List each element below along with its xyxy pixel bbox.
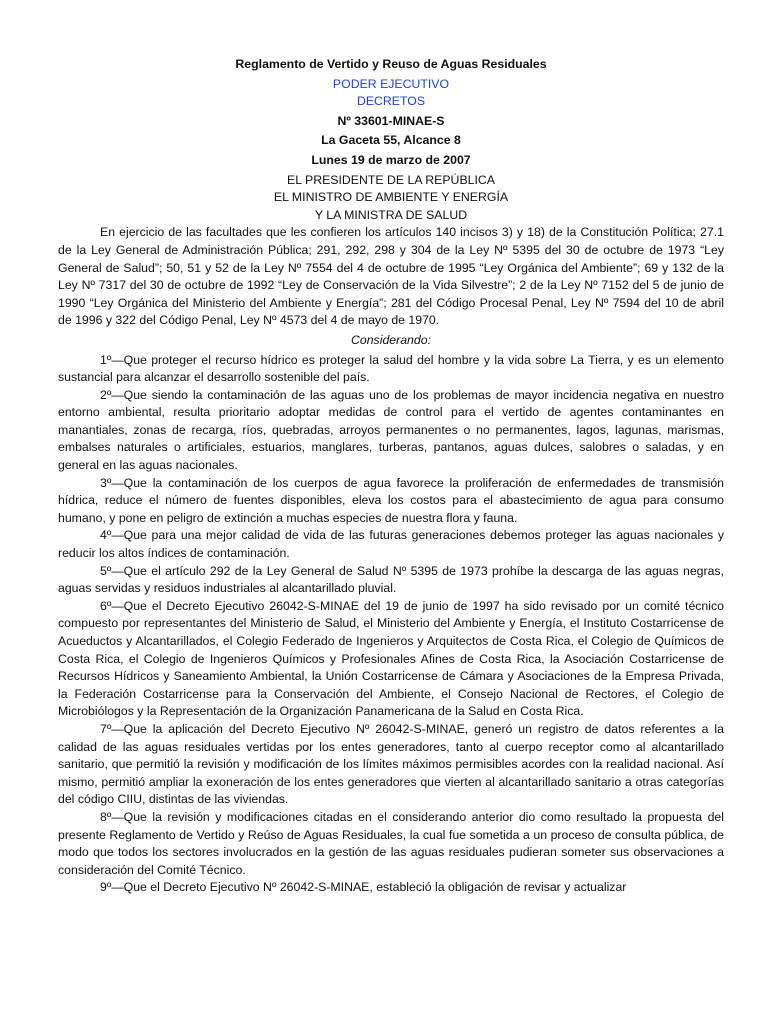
considerando-paragraph: 9º—Que el Decreto Ejecutivo Nº 26042-S-MINAE, estableció la obligación de revisar y actualizar [100, 880, 627, 895]
authority-line: EL PRESIDENTE DE LA REPÚBLICA [287, 172, 495, 187]
considerando-paragraph: 1º—Que proteger el recurso hídrico es proteger la salud del hombre y la vida sobre La Tierra, y es un elemento sustancial para alcanzar el desarrollo sostenible del país. [58, 352, 724, 385]
considerando-paragraph: 5º—Que el artículo 292 de la Ley General de Salud Nº 5395 de 1973 prohíbe la descarga de las aguas negras, aguas servidas y residuos industriales al alcantarillado pluvial. [58, 563, 724, 596]
document-title: Reglamento de Vertido y Reuso de Aguas Residuales [235, 57, 547, 71]
considerando-paragraph: 6º—Que el Decreto Ejecutivo 26042-S-MINAE del 19 de junio de 1997 ha sido revisado por un comité técnico compuesto por representantes del Ministerio de Salud, el Ministerio del Ambiente y Energía, el Instituto Costarricense de Acueductos y Alcantarillados, el Colegio Federado de Ingenieros y Arquitectos de Costa Rica, el Colegio de Químicos de Costa Rica, el Colegio de Ingenieros Químicos y Profesionales Afines de Costa Rica, la Asociación Costarricense de Recursos Hídricos y Saneamiento Ambiental, la Unión Costarricense de Cámara y Asociaciones de la Empresa Privada, la Federación Costarricense para la Conservación del Ambiente, el Consejo Nacional de Rectores, el Colegio de Microbiólogos y la Representación de la Organización Panamericana de la Salud en Costa Rica. [58, 598, 724, 719]
section-heading: DECRETOS [356, 94, 426, 109]
considerando-paragraph: 8º—Que la revisión y modificaciones citadas en el considerando anterior dio como resultado la propuesta del presente Reglamento de Vertido y Reúso de Aguas Residuales, la cual fue sometida a un proceso de consulta pública, de modo que todos los sectores involucrados en la gestión de las aguas residuales pudieran someter sus observaciones a consideración del Comité Técnico. [58, 809, 724, 877]
authority-line: EL MINISTRO DE AMBIENTE Y ENERGÍA [273, 190, 509, 205]
considerando-paragraph: 7º—Que la aplicación del Decreto Ejecutivo Nº 26042-S-MINAE, generó un registro de datos referentes a la calidad de las aguas residuales vertidas por los entes generadores, tanto al cuerpo receptor como al alcantarillado sanitario, que permitió la revisión y modificación de los límites máximos permisibles acordes con la realidad nacional. Así mismo, permitió ampliar la exoneración de los entes generadores que vierten al alcantarillado sanitario a otras categorías del código CIIU, distintas de las viviendas. [58, 721, 724, 807]
document-page [58, 56, 724, 897]
decree-number: Nº 33601-MINAE-S [337, 113, 445, 128]
considerando-paragraph: 4º—Que para una mejor calidad de vida de las futuras generaciones debemos proteger las aguas nacionales y reducir los altos índices de contaminación. [58, 528, 724, 561]
authority-line: Y LA MINISTRA DE SALUD [314, 207, 468, 222]
considerando-heading: Considerando: [351, 332, 431, 347]
gazette-reference: La Gaceta 55, Alcance 8 [321, 133, 461, 148]
branch-heading: PODER EJECUTIVO [332, 76, 450, 91]
publication-date: Lunes 19 de marzo de 2007 [311, 152, 471, 167]
preamble-paragraph: En ejercicio de las facultades que les confieren los artículos 140 incisos 3) y 18) de la Constitución Política; 27.1 de la Ley General de Administración Pública; 291, 292, 298 y 304 de la Ley Nº 5395 del 30 de octubre de 1973 “Ley General de Salud”; 50, 51 y 52 de la Ley Nº 7554 del 4 de octubre de 1995 “Ley Orgánica del Ambiente”; 69 y 132 de la Ley Nº 7317 del 30 de octubre de 1992 “Ley de Conservación de la Vida Silvestre”; 2 de la Ley Nº 7152 del 5 de junio de 1990 “Ley Orgánica del Ministerio del Ambiente y Energía”; 281 del Código Procesal Penal, Ley Nº 7594 del 10 de abril de 1996 y 322 del Código Penal, Ley Nº 4573 del 4 de mayo de 1970. [58, 225, 724, 328]
considerando-paragraph: 3º—Que la contaminación de los cuerpos de agua favorece la proliferación de enfermedades de transmisión hídrica, reduce el número de fuentes disponibles, eleva los costos para el abastecimiento de agua para consumo humano, y pone en peligro de extinción a muchas especies de nuestra flora y fauna. [58, 475, 724, 525]
considerando-paragraph: 2º—Que siendo la contaminación de las aguas uno de los problemas de mayor incidencia negativa en nuestro entorno ambiental, resulta prioritario adoptar medidas de control para el vertido de agentes contaminantes en manantiales, zonas de recarga, ríos, quebradas, arroyos permanentes o no permanentes, lagos, lagunas, marismas, embalses naturales o artificiales, estuarios, manglares, turberas, pantanos, aguas dulces, salobres o saladas, y en general en las aguas nacionales. [58, 387, 724, 473]
